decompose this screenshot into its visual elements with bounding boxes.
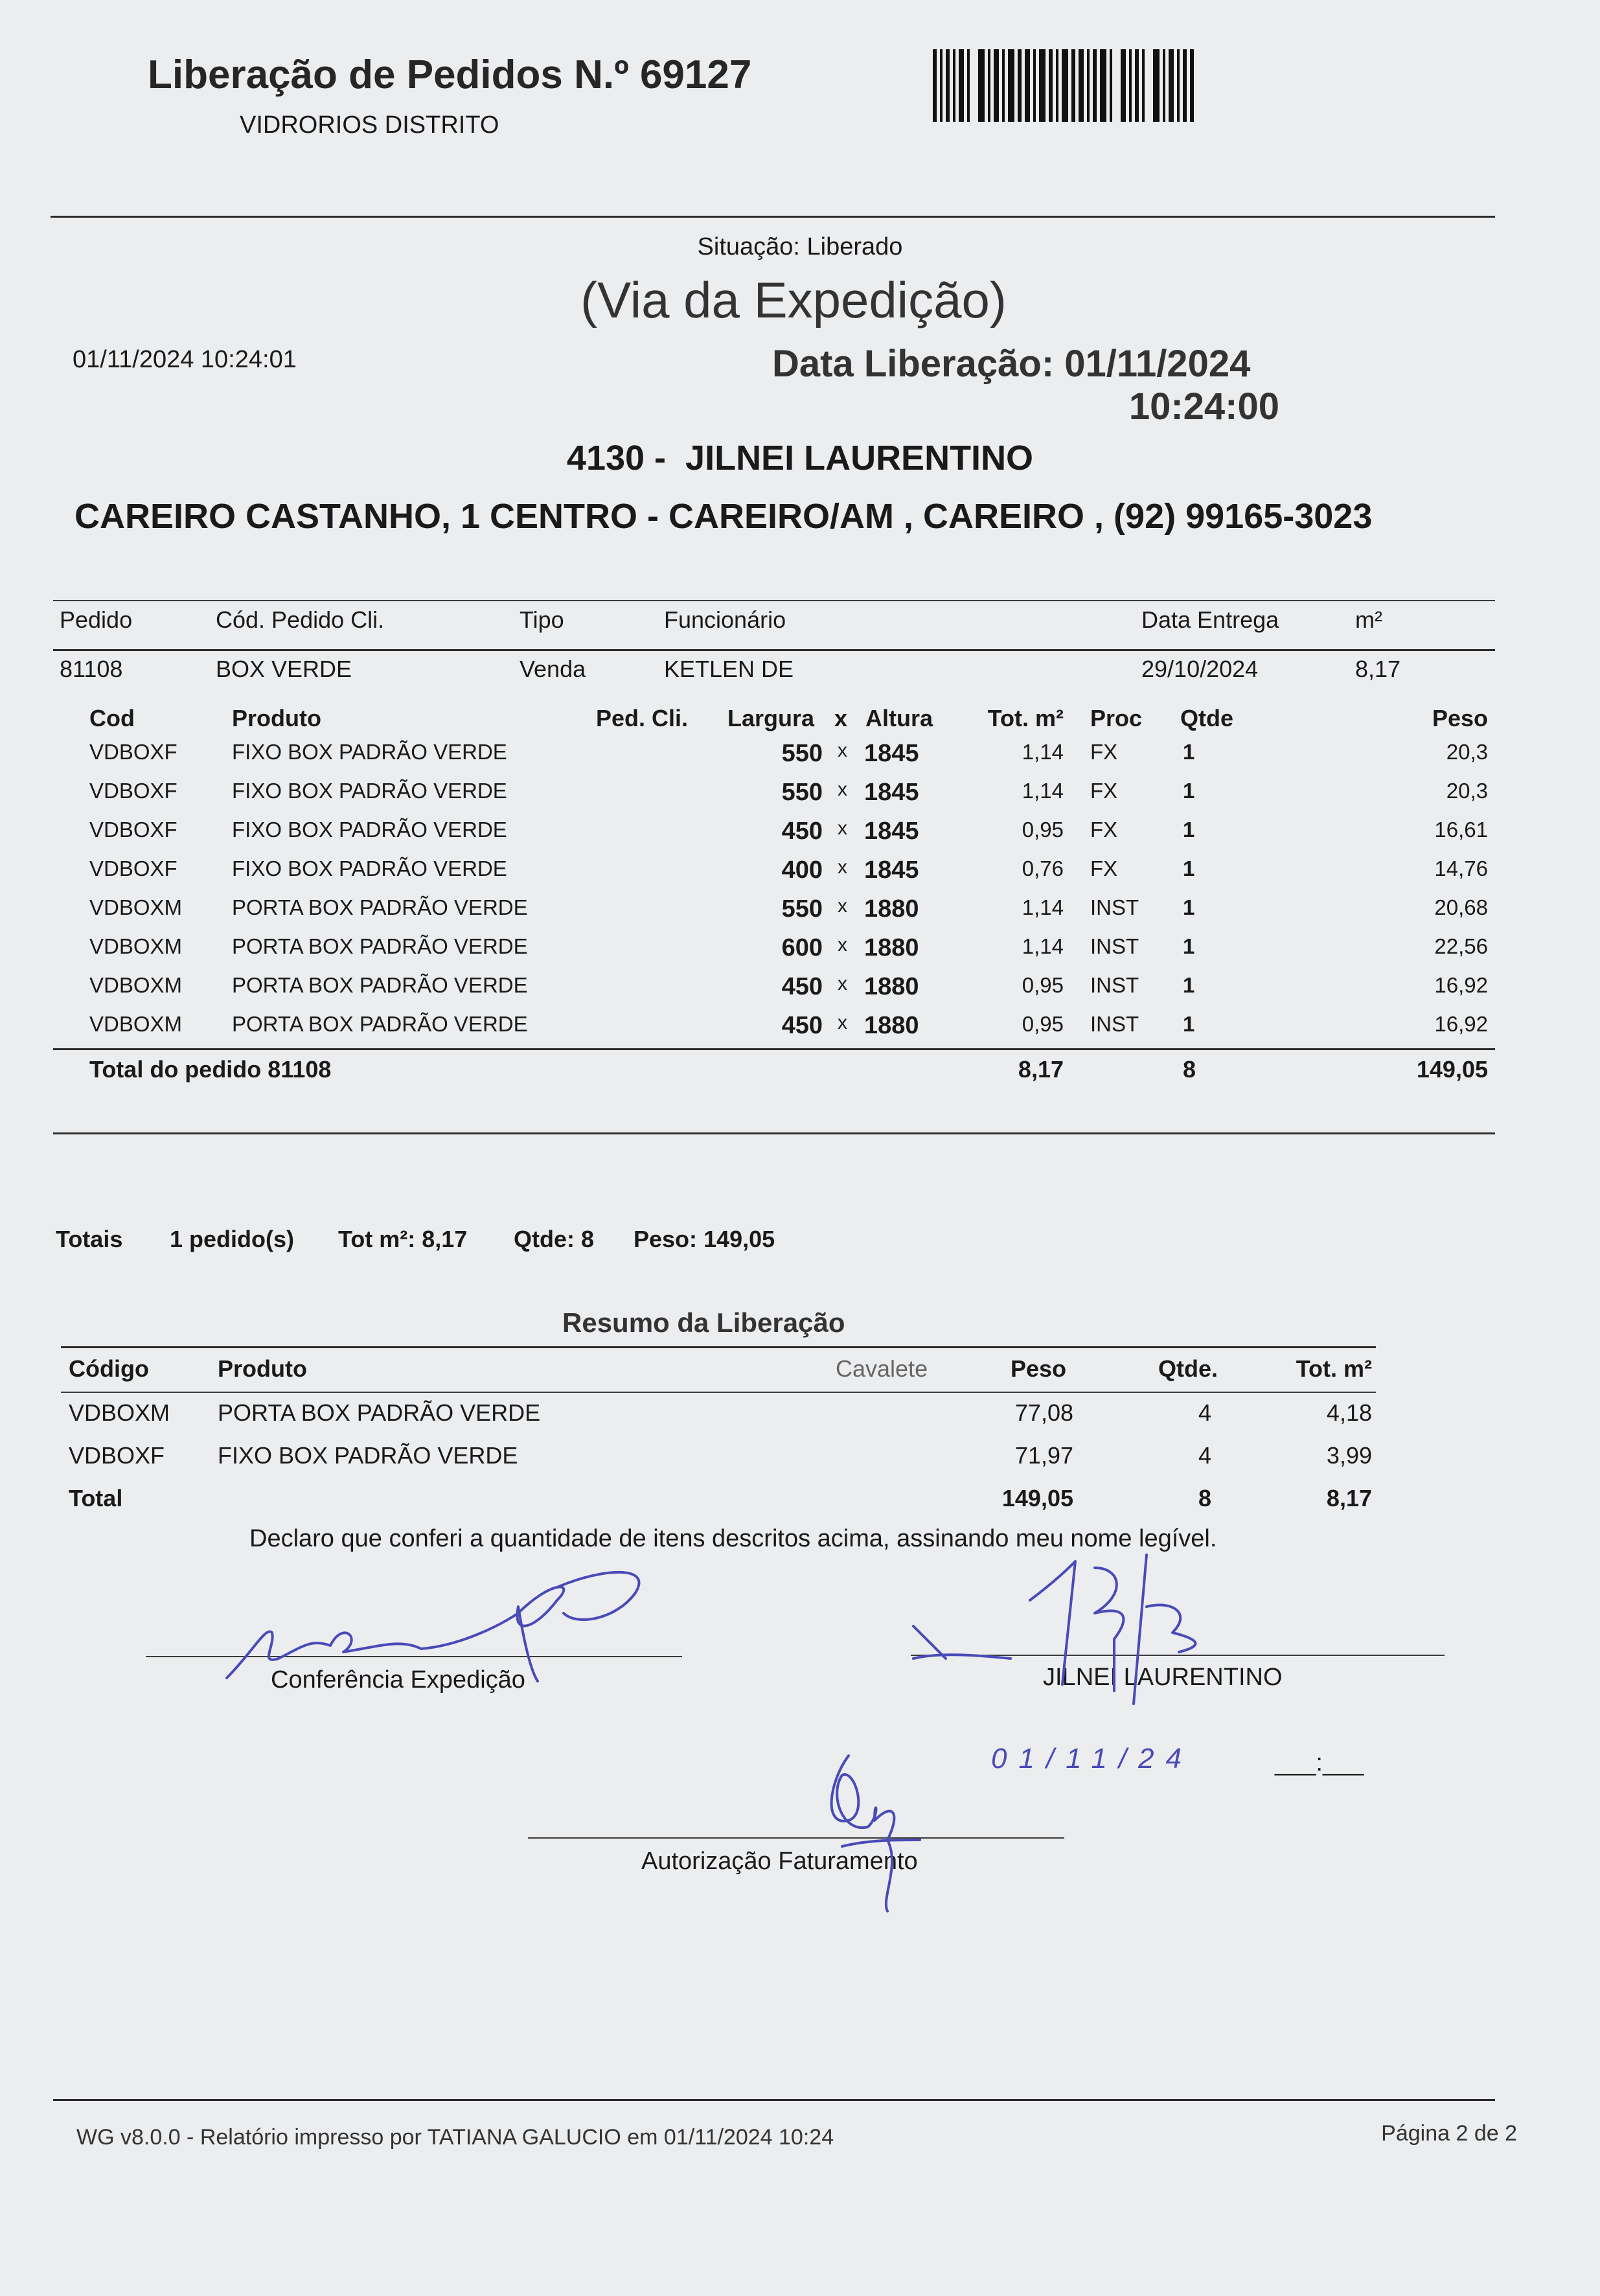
item-totm2: 1,14 (1022, 934, 1064, 958)
item-proc: INST (1090, 895, 1139, 919)
item-qtde: 1 (1183, 895, 1195, 919)
item-peso: 16,92 (1434, 1012, 1488, 1036)
totals-label: Totais (56, 1226, 123, 1252)
item-x: x (838, 1012, 847, 1033)
col-cod-pedido-cli: Cód. Pedido Cli. (216, 606, 385, 633)
item-totm2: 1,14 (1022, 779, 1064, 803)
items-col-x: x (834, 705, 848, 731)
items-col-proc: Proc (1090, 705, 1143, 731)
footer-page: Página 2 de 2 (1381, 2121, 1517, 2146)
copy-type: (Via da Expedição) (580, 271, 1007, 328)
summary-col-qtde: Qtde. (1158, 1355, 1218, 1382)
handwritten-date: 01/11/24 (991, 1743, 1194, 1774)
items-col-totm2: Tot. m² (987, 705, 1064, 731)
item-row (0, 895, 1600, 934)
col-funcionario: Funcionário (664, 606, 786, 633)
customer-signature (900, 1542, 1263, 1710)
conferencia-signature (214, 1568, 719, 1697)
item-qtde: 1 (1183, 934, 1195, 958)
report-title: Liberação de Pedidos N.º 69127 (148, 52, 752, 97)
item-totm2: 0,95 (1022, 973, 1064, 997)
item-x: x (838, 779, 847, 800)
item-produto: FIXO BOX PADRÃO VERDE (232, 856, 507, 880)
items-col-produto: Produto (232, 705, 321, 731)
customer-address: CAREIRO CASTANHO, 1 CENTRO - CAREIRO/AM , CAREIRO , (92) 99165-3023 (74, 497, 1373, 536)
totals-m2: Tot m²: 8,17 (338, 1226, 468, 1252)
item-produto: PORTA BOX PADRÃO VERDE (232, 934, 528, 958)
item-x: x (838, 895, 847, 917)
items-total-row (0, 1056, 1600, 1095)
order-type: Venda (520, 656, 586, 682)
summary-col-produto: Produto (218, 1355, 307, 1382)
item-qtde: 1 (1183, 779, 1195, 803)
item-totm2: 0,76 (1022, 856, 1064, 880)
summary-totm2: 3,99 (1326, 1442, 1372, 1469)
barcode (933, 49, 1195, 122)
item-cod: VDBOXF (89, 818, 177, 842)
conferencia-label: Conferência Expedição (271, 1666, 525, 1693)
items-col-peso: Peso (1432, 705, 1488, 731)
item-qtde: 1 (1183, 973, 1195, 997)
item-row (0, 740, 1600, 779)
item-qtde: 1 (1183, 740, 1195, 764)
item-peso: 14,76 (1434, 856, 1488, 880)
item-produto: FIXO BOX PADRÃO VERDE (232, 779, 507, 803)
item-cod: VDBOXF (89, 856, 177, 880)
items-total-label: Total do pedido 81108 (89, 1056, 332, 1083)
item-cod: VDBOXM (89, 934, 183, 958)
items-header-row (0, 705, 1600, 744)
order-delivery-date: 29/10/2024 (1141, 656, 1259, 682)
item-largura: 400 (781, 856, 823, 884)
customer-signature-label: JILNEI LAURENTINO (1043, 1664, 1283, 1691)
item-x: x (838, 740, 847, 761)
item-altura: 1880 (864, 934, 919, 961)
col-tipo: Tipo (520, 606, 564, 633)
col-pedido: Pedido (60, 606, 133, 633)
item-totm2: 0,95 (1022, 1012, 1064, 1036)
item-proc: FX (1090, 779, 1118, 803)
item-qtde: 1 (1183, 818, 1195, 842)
item-totm2: 0,95 (1022, 818, 1064, 842)
item-altura: 1845 (864, 856, 919, 884)
item-row (0, 973, 1600, 1012)
item-x: x (838, 856, 847, 878)
item-produto: PORTA BOX PADRÃO VERDE (232, 973, 528, 997)
item-produto: FIXO BOX PADRÃO VERDE (232, 818, 507, 842)
item-altura: 1880 (864, 1012, 919, 1039)
col-data-entrega: Data Entrega (1141, 606, 1279, 633)
item-row (0, 1012, 1600, 1051)
summary-produto: FIXO BOX PADRÃO VERDE (218, 1442, 518, 1469)
summary-totm2: 4,18 (1326, 1399, 1372, 1426)
item-produto: FIXO BOX PADRÃO VERDE (232, 740, 507, 764)
autorizacao-label: Autorização Faturamento (641, 1848, 918, 1875)
summary-total-row (0, 1485, 1600, 1524)
item-row (0, 934, 1600, 973)
item-largura: 550 (781, 740, 823, 767)
item-cod: VDBOXM (89, 1012, 183, 1036)
summary-codigo: VDBOXF (69, 1442, 165, 1469)
items-col-qtde: Qtde (1180, 705, 1234, 731)
item-cod: VDBOXF (89, 740, 177, 764)
item-qtde: 1 (1183, 1012, 1195, 1036)
item-cod: VDBOXF (89, 779, 177, 803)
item-x: x (838, 973, 847, 994)
summary-total-peso: 149,05 (1001, 1485, 1073, 1511)
order-m2: 8,17 (1355, 656, 1401, 682)
item-produto: PORTA BOX PADRÃO VERDE (232, 1012, 528, 1036)
release-date: Data Liberação: 01/11/2024 (772, 343, 1251, 385)
item-proc: FX (1090, 818, 1118, 842)
item-row (0, 818, 1600, 856)
item-peso: 16,92 (1434, 973, 1488, 997)
totals-qtde: Qtde: 8 (514, 1226, 595, 1252)
time-blank: ___:___ (1275, 1749, 1364, 1776)
item-largura: 450 (781, 818, 823, 845)
item-cod: VDBOXM (89, 973, 183, 997)
summary-row (0, 1399, 1600, 1438)
item-cod: VDBOXM (89, 895, 183, 919)
order-employee: KETLEN DE (664, 656, 794, 682)
items-total-peso: 149,05 (1416, 1056, 1488, 1083)
item-largura: 600 (781, 934, 823, 961)
item-row (0, 856, 1600, 895)
print-datetime: 01/11/2024 10:24:01 (73, 346, 297, 373)
item-peso: 20,3 (1446, 740, 1488, 764)
item-peso: 22,56 (1434, 934, 1488, 958)
item-proc: INST (1090, 934, 1139, 958)
item-altura: 1880 (864, 895, 919, 923)
summary-produto: PORTA BOX PADRÃO VERDE (218, 1399, 541, 1426)
item-altura: 1845 (864, 779, 919, 806)
item-totm2: 1,14 (1022, 740, 1064, 764)
company-name: VIDRORIOS DISTRITO (240, 111, 499, 139)
item-qtde: 1 (1183, 856, 1195, 880)
summary-title: Resumo da Liberação (562, 1307, 845, 1338)
item-largura: 550 (781, 895, 823, 923)
customer-name: 4130 - JILNEI LAURENTINO (566, 439, 1034, 477)
items-col-cod: Cod (89, 705, 135, 731)
items-col-largura: Largura (727, 705, 815, 731)
col-m2: m² (1355, 606, 1382, 633)
status: Situação: Liberado (697, 233, 903, 260)
item-proc: FX (1090, 740, 1118, 764)
summary-total-label: Total (69, 1485, 123, 1511)
summary-peso: 77,08 (1014, 1399, 1073, 1426)
authorization-signature (803, 1743, 933, 1918)
summary-header-row (0, 1355, 1600, 1394)
summary-col-peso: Peso (1011, 1355, 1067, 1382)
totals-peso: Peso: 149,05 (634, 1226, 775, 1252)
items-col-pedcli: Ped. Cli. (596, 705, 689, 731)
item-peso: 16,61 (1434, 818, 1488, 842)
item-x: x (838, 818, 847, 839)
item-peso: 20,3 (1446, 779, 1488, 803)
footer-printed-by: WG v8.0.0 - Relatório impresso por TATIANA GALUCIO em 01/11/2024 10:24 (76, 2125, 834, 2150)
item-largura: 550 (781, 779, 823, 806)
item-largura: 450 (781, 973, 823, 1000)
items-total-m2: 8,17 (1018, 1056, 1064, 1083)
summary-qtde: 4 (1198, 1399, 1212, 1426)
item-row (0, 779, 1600, 818)
item-produto: PORTA BOX PADRÃO VERDE (232, 895, 528, 919)
summary-total-qtde: 8 (1198, 1485, 1212, 1511)
summary-col-totm2: Tot. m² (1296, 1355, 1372, 1382)
release-time: 10:24:00 (1128, 385, 1279, 428)
item-altura: 1880 (864, 973, 919, 1000)
item-altura: 1845 (864, 740, 919, 767)
summary-row (0, 1442, 1600, 1481)
summary-peso: 71,97 (1014, 1442, 1073, 1469)
item-totm2: 1,14 (1022, 895, 1064, 919)
declaration-text: Declaro que conferi a quantidade de itens descritos acima, assinando meu nome legível. (249, 1525, 1217, 1552)
summary-total-m2: 8,17 (1326, 1485, 1372, 1511)
summary-col-codigo: Código (69, 1355, 149, 1382)
summary-col-cavalete: Cavalete (836, 1355, 928, 1382)
order-number: 81108 (60, 656, 123, 682)
totals-pedidos: 1 pedido(s) (170, 1226, 295, 1252)
item-proc: FX (1090, 856, 1118, 880)
item-x: x (838, 934, 847, 956)
item-proc: INST (1090, 1012, 1139, 1036)
order-client-code: BOX VERDE (216, 656, 352, 682)
item-altura: 1845 (864, 818, 919, 845)
summary-codigo: VDBOXM (69, 1399, 170, 1426)
item-proc: INST (1090, 973, 1139, 997)
items-total-qtde: 8 (1183, 1056, 1196, 1083)
item-largura: 450 (781, 1012, 823, 1039)
item-peso: 20,68 (1434, 895, 1488, 919)
items-col-altura: Altura (865, 705, 933, 731)
summary-qtde: 4 (1198, 1442, 1212, 1469)
